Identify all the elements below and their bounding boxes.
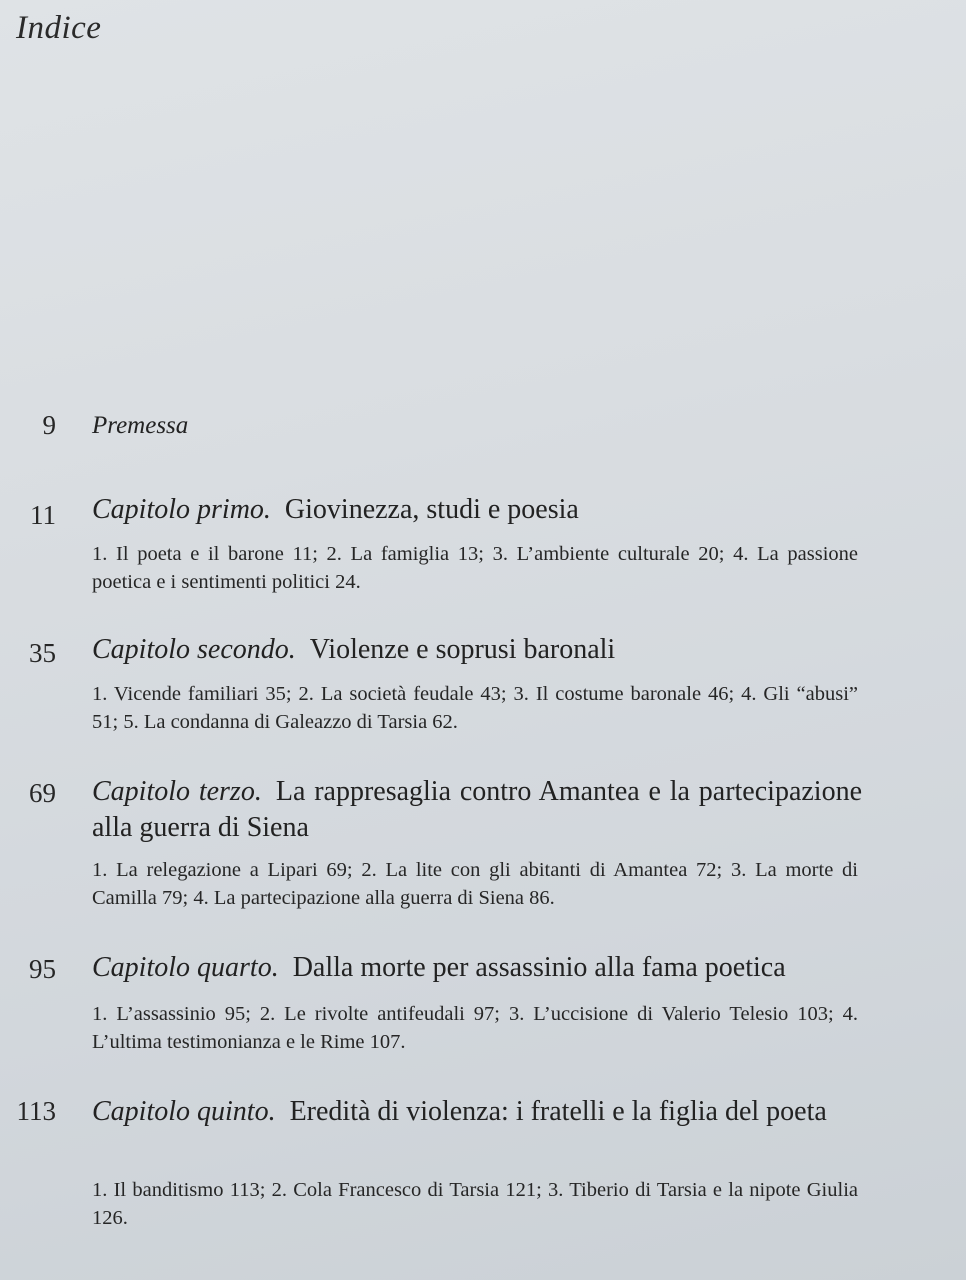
page-number: 35 <box>29 638 56 668</box>
entry-title <box>92 774 862 846</box>
chapter-label: Capitolo primo. <box>92 494 271 525</box>
entry-title <box>92 1094 862 1130</box>
page-number: 69 <box>29 778 56 808</box>
chapter-title: Violenze e soprusi baronali <box>309 634 616 665</box>
chapter-title: La rappresaglia contro Amantea e la partecipazione alla guerra di Siena <box>92 776 863 843</box>
index-heading: Indice <box>16 10 102 46</box>
chapter-label: Capitolo quarto. <box>92 952 279 983</box>
chapter-title: Eredità di violenza: i fratelli e la figlia del poeta <box>289 1096 827 1127</box>
entry-title: Premessa <box>92 412 189 439</box>
chapter-subtopics: 1. L’assassinio 95; 2. Le rivolte antifeudali 97; 3. L’uccisione di Valerio Telesio 103; 4. L’ultima testimonianza e le Rime 107. <box>92 1003 858 1053</box>
entry-title <box>92 950 862 986</box>
chapter-title: Giovinezza, studi e poesia <box>284 494 579 525</box>
chapter-label: Capitolo secondo. <box>92 634 296 665</box>
page-number: 113 <box>16 1096 56 1126</box>
entry-title <box>92 632 862 668</box>
chapter-label: Capitolo terzo. <box>92 776 262 807</box>
page-number: 11 <box>30 500 56 530</box>
entry-title <box>92 492 862 528</box>
chapter-label: Capitolo quinto. <box>92 1096 276 1127</box>
page-number: 9 <box>42 410 56 440</box>
chapter-subtopics: 1. La relegazione a Lipari 69; 2. La lite con gli abitanti di Amantea 72; 3. La morte di Camilla 79; 4. La partecipazione alla guerra di Siena 86. <box>92 859 858 909</box>
page-number: 95 <box>29 954 56 984</box>
chapter-subtopics: 1. Il poeta e il barone 11; 2. La famiglia 13; 3. L’ambiente culturale 20; 4. La passione poetica e i sentimenti politici 24. <box>92 543 858 593</box>
chapter-subtopics: 1. Vicende familiari 35; 2. La società feudale 43; 3. Il costume baronale 46; 4. Gli “abusi” 51; 5. La condanna di Galeazzo di Tarsia 62. <box>92 683 858 733</box>
chapter-title: Dalla morte per assassinio alla fama poetica <box>292 952 786 983</box>
chapter-subtopics: 1. Il banditismo 113; 2. Cola Francesco di Tarsia 121; 3. Tiberio di Tarsia e la nipote Giulia 126. <box>92 1179 858 1229</box>
